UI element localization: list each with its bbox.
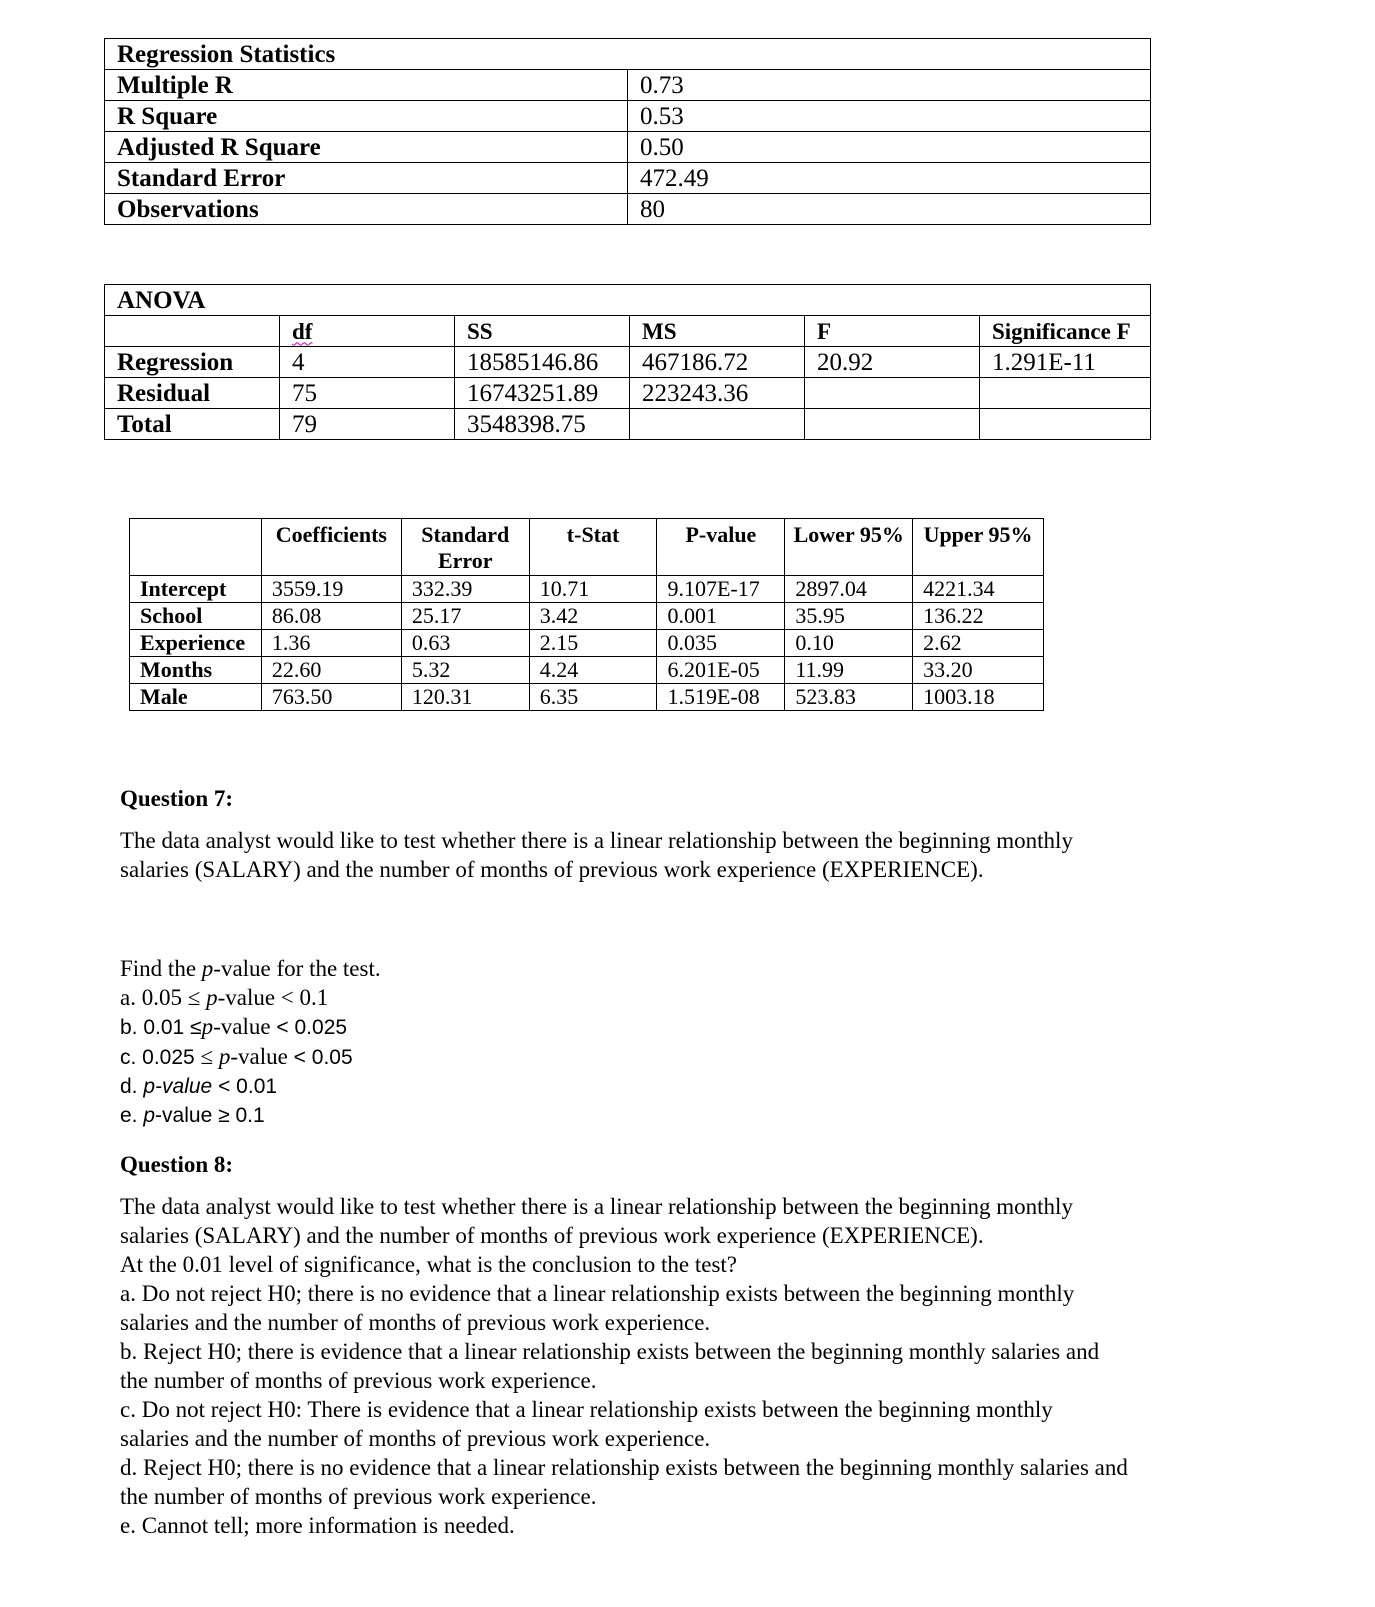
anova-header-significance-f: Significance F <box>980 316 1151 347</box>
anova-corner-cell <box>105 316 280 347</box>
regression-statistics-table <box>104 38 1151 225</box>
coefficients-table <box>129 518 1044 711</box>
option-text: d. <box>120 1075 144 1098</box>
option-leq: ≤ <box>194 1044 219 1069</box>
stat-value: 0.73 <box>628 70 1151 101</box>
prompt-p: p <box>201 956 214 981</box>
anova-ss: 18585146.86 <box>455 347 630 378</box>
regression-statistics-title: Regression Statistics <box>105 39 1151 70</box>
anova-ms <box>630 409 805 440</box>
option-text: c. 0.025 <box>120 1046 195 1069</box>
coef-header-p-value: P-value <box>657 519 785 576</box>
anova-title: ANOVA <box>105 285 1151 316</box>
option-text-2: < 0.025 <box>270 1016 348 1039</box>
anova-table <box>104 284 1151 440</box>
coef-se: 120.31 <box>401 683 529 710</box>
anova-sig <box>980 409 1151 440</box>
question-7-prompt <box>120 954 1280 983</box>
table-row <box>105 285 1151 316</box>
anova-ms: 223243.36 <box>630 378 805 409</box>
coef-upper: 33.20 <box>913 656 1044 683</box>
question-8-body: The data analyst would like to test whether there is a linear relationship between the beginning monthly salaries (SALARY) and the number of months of previous work experience (EXPERIENCE). <box>120 1194 1073 1248</box>
coef-upper: 136.22 <box>913 602 1044 629</box>
option-text: a. 0.05 ≤ <box>120 985 207 1010</box>
coef-upper: 2.62 <box>913 629 1044 656</box>
coef-t: 3.42 <box>529 602 657 629</box>
table-row <box>105 163 1151 194</box>
coef-p: 9.107E-17 <box>657 575 785 602</box>
stat-value: 0.50 <box>628 132 1151 163</box>
coef-lower: 2897.04 <box>785 575 913 602</box>
coef-lower: 523.83 <box>785 683 913 710</box>
option-p: p-value <box>143 1075 213 1098</box>
anova-row-label: Total <box>105 409 280 440</box>
anova-df: 75 <box>280 378 455 409</box>
question-8-prompt: At the 0.01 level of significance, what is the conclusion to the test? <box>120 1252 738 1277</box>
table-row <box>130 602 1044 629</box>
coef-lower: 0.10 <box>785 629 913 656</box>
stat-label: Standard Error <box>105 163 628 194</box>
anova-df: 79 <box>280 409 455 440</box>
coef-t: 6.35 <box>529 683 657 710</box>
coef-t: 4.24 <box>529 656 657 683</box>
table-row <box>105 347 1151 378</box>
anova-ms: 467186.72 <box>630 347 805 378</box>
coef-p: 0.035 <box>657 629 785 656</box>
anova-ss: 3548398.75 <box>455 409 630 440</box>
question-8-option-b: b. Reject H0; there is evidence that a linear relationship exists between the beginning monthly salaries and the number of months of previous work experience. <box>120 1339 1100 1393</box>
question-8-option-c: c. Do not reject H0: There is evidence that a linear relationship exists between the beginning monthly salaries and the number of months of previous work experience. <box>120 1397 1053 1451</box>
coef-header-upper-95: Upper 95% <box>913 519 1044 576</box>
stat-value: 0.53 <box>628 101 1151 132</box>
option-text-mid: -value <box>213 1014 271 1039</box>
table-row <box>130 656 1044 683</box>
table-row <box>105 194 1151 225</box>
table-row <box>105 101 1151 132</box>
coef-se: 332.39 <box>401 575 529 602</box>
anova-row-label: Residual <box>105 378 280 409</box>
option-p: p <box>218 1044 231 1069</box>
anova-header-ss: SS <box>455 316 630 347</box>
anova-header-df <box>280 316 455 347</box>
anova-f <box>805 409 980 440</box>
coef-header-lower-95: Lower 95% <box>785 519 913 576</box>
option-text-2: < 0.01 <box>212 1075 278 1098</box>
question-7-option-d <box>120 1072 1280 1101</box>
coef-value: 1.36 <box>261 629 401 656</box>
anova-f <box>805 378 980 409</box>
question-7-body: The data analyst would like to test whether there is a linear relationship between the beginning monthly salaries (SALARY) and the number of months of previous work experience (EXPERIENCE). <box>120 828 1073 882</box>
option-text: b. 0.01 ≤ <box>120 1016 202 1039</box>
question-8-option-a: a. Do not reject H0; there is no evidence that a linear relationship exists between the beginning monthly salaries and the number of months of previous work experience. <box>120 1281 1075 1335</box>
question-7-option-c <box>120 1042 1280 1072</box>
question-8-title-block <box>120 1150 1280 1179</box>
coef-se: 25.17 <box>401 602 529 629</box>
anova-sig <box>980 378 1151 409</box>
table-row <box>105 70 1151 101</box>
stat-label: Observations <box>105 194 628 225</box>
coef-upper: 1003.18 <box>913 683 1044 710</box>
anova-row-label: Regression <box>105 347 280 378</box>
prompt-text-2: -value for the test. <box>213 956 381 981</box>
coef-row-label: Experience <box>130 629 262 656</box>
question-8-title: Question 8: <box>120 1152 234 1177</box>
coef-value: 763.50 <box>261 683 401 710</box>
question-8-option-e: e. Cannot tell; more information is needed. <box>120 1513 515 1538</box>
coef-se: 5.32 <box>401 656 529 683</box>
option-p: p <box>143 1104 156 1127</box>
question-7-options <box>120 954 1280 1130</box>
question-7-title: Question 7: <box>120 786 234 811</box>
coef-se: 0.63 <box>401 629 529 656</box>
table-row <box>105 409 1151 440</box>
coef-row-label: School <box>130 602 262 629</box>
question-7-option-a <box>120 983 1280 1012</box>
table-header-row <box>130 519 1044 576</box>
coef-corner-cell <box>130 519 262 576</box>
coef-row-label: Intercept <box>130 575 262 602</box>
coef-header-standard-error: Standard Error <box>401 519 529 576</box>
stat-value: 472.49 <box>628 163 1151 194</box>
table-row <box>130 683 1044 710</box>
coef-upper: 4221.34 <box>913 575 1044 602</box>
option-text-2: < 0.05 <box>287 1046 353 1069</box>
stat-value: 80 <box>628 194 1151 225</box>
coef-t: 10.71 <box>529 575 657 602</box>
option-text-mid: -value <box>230 1044 288 1069</box>
question-7-title-block <box>120 784 1280 813</box>
anova-ss: 16743251.89 <box>455 378 630 409</box>
anova-header-df-text: df <box>292 318 313 344</box>
option-p: p <box>206 985 218 1010</box>
coef-p: 1.519E-08 <box>657 683 785 710</box>
option-p: p <box>201 1014 214 1039</box>
option-text-2: -value ≥ 0.1 <box>155 1104 265 1127</box>
coef-row-label: Months <box>130 656 262 683</box>
stat-label: R Square <box>105 101 628 132</box>
coef-row-label: Male <box>130 683 262 710</box>
anova-sig: 1.291E-11 <box>980 347 1151 378</box>
question-8-option-d: d. Reject H0; there is no evidence that a linear relationship exists between the beginning monthly salaries and the number of months of previous work experience. <box>120 1455 1128 1509</box>
anova-df: 4 <box>280 347 455 378</box>
anova-header-ms: MS <box>630 316 805 347</box>
table-row <box>105 39 1151 70</box>
coef-p: 6.201E-05 <box>657 656 785 683</box>
table-header-row <box>105 316 1151 347</box>
coef-value: 22.60 <box>261 656 401 683</box>
anova-f: 20.92 <box>805 347 980 378</box>
question-8-content <box>120 1192 1280 1540</box>
table-row <box>130 575 1044 602</box>
coef-lower: 35.95 <box>785 602 913 629</box>
question-7-option-b <box>120 1012 1280 1042</box>
coef-header-coefficients: Coefficients <box>261 519 401 576</box>
option-text: e. <box>120 1104 144 1127</box>
table-row <box>130 629 1044 656</box>
prompt-text: Find the <box>120 956 202 981</box>
coef-p: 0.001 <box>657 602 785 629</box>
coef-value: 86.08 <box>261 602 401 629</box>
stat-label: Multiple R <box>105 70 628 101</box>
coef-lower: 11.99 <box>785 656 913 683</box>
coef-t: 2.15 <box>529 629 657 656</box>
question-7-option-e <box>120 1101 1280 1130</box>
table-row <box>105 132 1151 163</box>
coef-header-t-stat: t-Stat <box>529 519 657 576</box>
table-row <box>105 378 1151 409</box>
option-text-2: -value < 0.1 <box>217 985 329 1010</box>
stat-label: Adjusted R Square <box>105 132 628 163</box>
anova-header-f: F <box>805 316 980 347</box>
coef-value: 3559.19 <box>261 575 401 602</box>
